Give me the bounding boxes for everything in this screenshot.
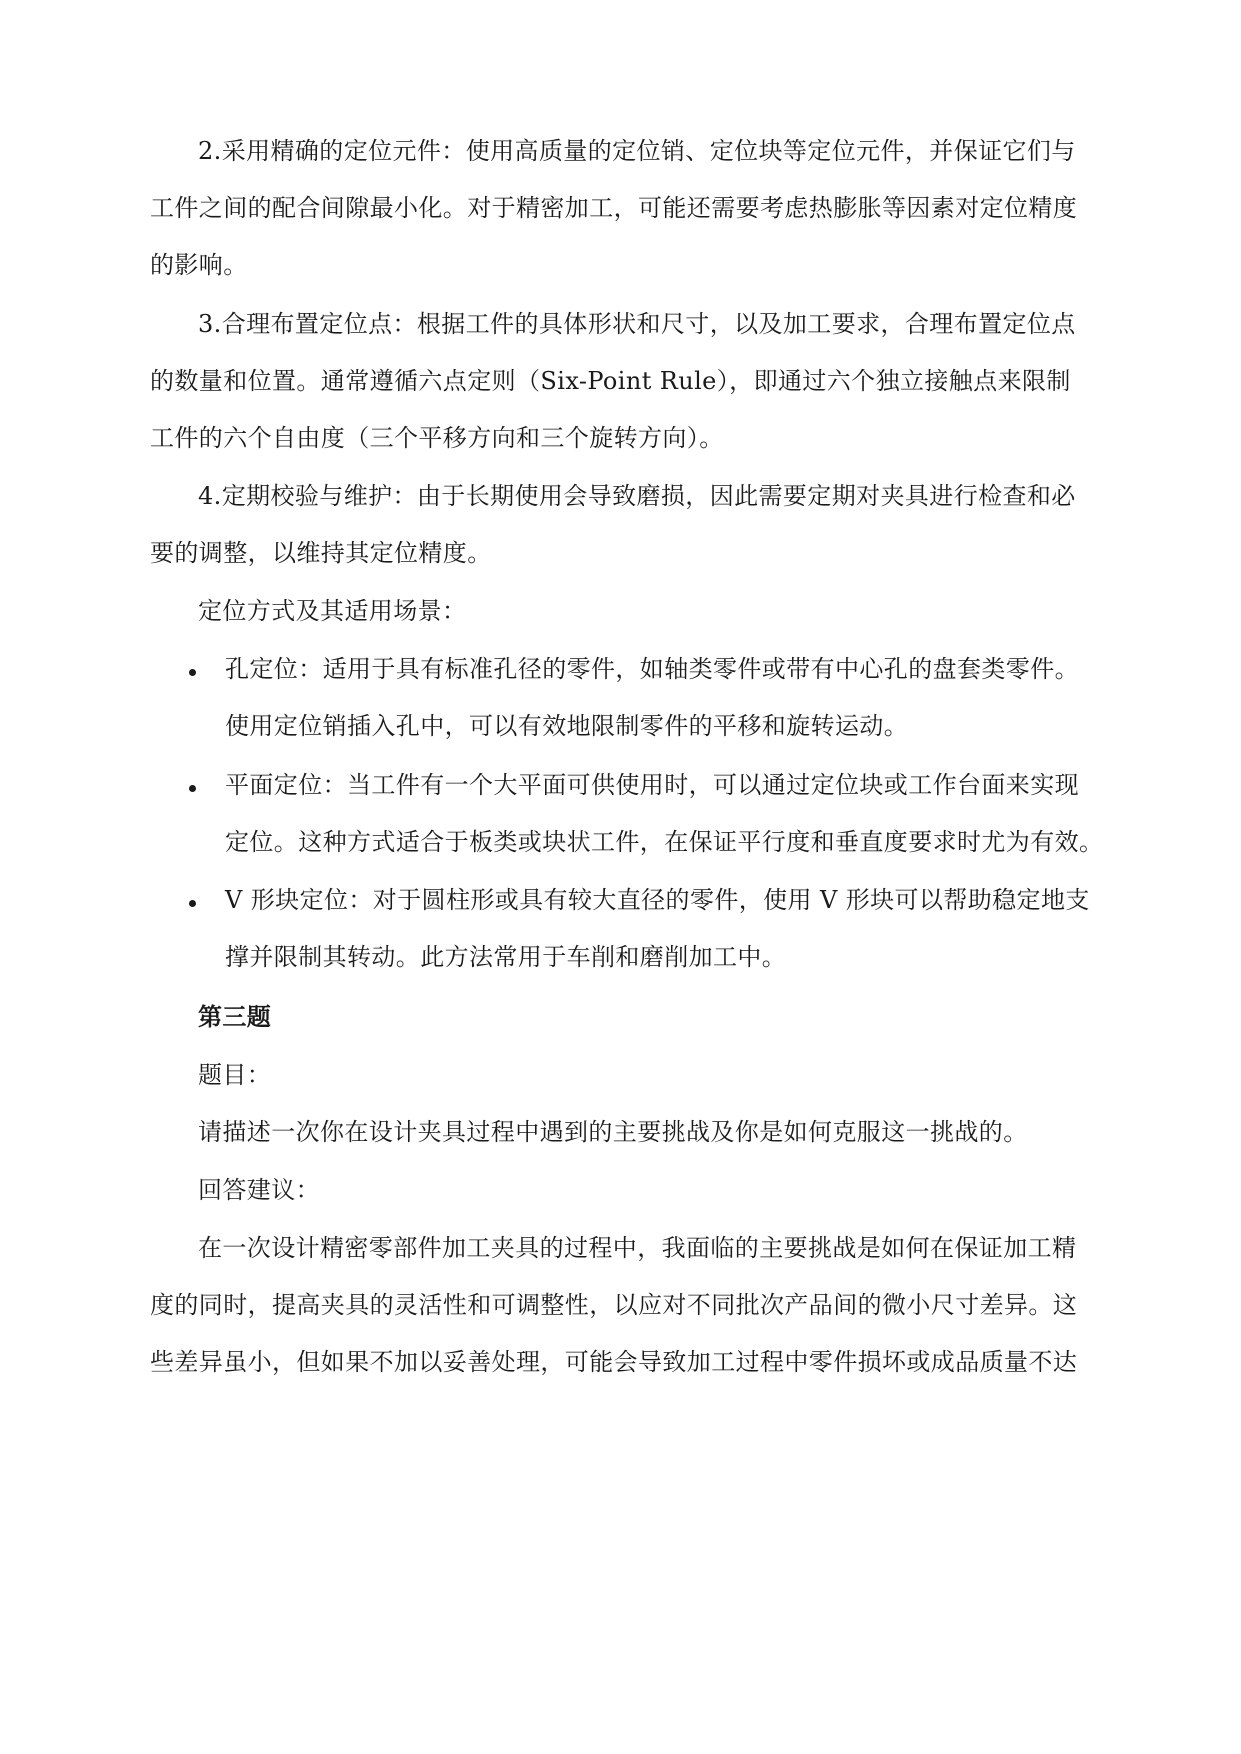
paragraph-line: 3.合理布置定位点：根据工件的具体形状和尺寸，以及加工要求，合理布置定位点 <box>198 310 1076 338</box>
methods-heading: 定位方式及其适用场景： <box>198 597 467 625</box>
bullet-item-line: V 形块定位：对于圆柱形或具有较大直径的零件，使用 V 形块可以帮助稳定地支 <box>225 886 1090 914</box>
paragraph-line: 些差异虽小，但如果不加以妥善处理，可能会导致加工过程中零件损坏或成品质量不达 <box>150 1348 1078 1376</box>
bullet-item-line: 撑并限制其转动。此方法常用于车削和磨削加工中。 <box>225 943 787 971</box>
paragraph-line: 工件之间的配合间隙最小化。对于精密加工，可能还需要考虑热膨胀等因素对定位精度 <box>150 194 1078 222</box>
bullet-item-line: 使用定位销插入孔中，可以有效地限制零件的平移和旋转运动。 <box>225 712 909 740</box>
paragraph-line: 度的同时，提高夹具的灵活性和可调整性，以应对不同批次产品间的微小尺寸差异。这 <box>150 1291 1078 1319</box>
bullet-dot-icon <box>189 900 196 907</box>
paragraph-line: 的数量和位置。通常遵循六点定则（Six-Point Rule），即通过六个独立接触点来限制 <box>150 367 1071 395</box>
bullet-item-line: 平面定位：当工件有一个大平面可供使用时，可以通过定位块或工作台面来实现 <box>225 771 1079 799</box>
bullet-dot-icon <box>189 669 196 676</box>
question-text: 请描述一次你在设计夹具过程中遇到的主要挑战及你是如何克服这一挑战的。 <box>198 1118 1028 1146</box>
paragraph-line: 工件的六个自由度（三个平移方向和三个旋转方向）。 <box>150 424 724 452</box>
answer-label: 回答建议： <box>198 1176 320 1204</box>
paragraph-line: 4.定期校验与维护：由于长期使用会导致磨损，因此需要定期对夹具进行检查和必 <box>198 482 1076 510</box>
paragraph-line: 的影响。 <box>150 251 248 279</box>
question-label: 题目： <box>198 1061 272 1089</box>
bullet-item-line: 孔定位：适用于具有标准孔径的零件，如轴类零件或带有中心孔的盘套类零件。 <box>225 655 1079 683</box>
bullet-item-line: 定位。这种方式适合于板类或块状工件，在保证平行度和垂直度要求时尤为有效。 <box>225 828 1104 856</box>
paragraph-line: 在一次设计精密零部件加工夹具的过程中，我面临的主要挑战是如何在保证加工精 <box>198 1234 1077 1262</box>
section-title: 第三题 <box>198 1002 272 1031</box>
paragraph-line: 2.采用精确的定位元件：使用高质量的定位销、定位块等定位元件，并保证它们与 <box>198 137 1076 165</box>
bullet-dot-icon <box>189 785 196 792</box>
paragraph-line: 要的调整，以维持其定位精度。 <box>150 539 492 567</box>
